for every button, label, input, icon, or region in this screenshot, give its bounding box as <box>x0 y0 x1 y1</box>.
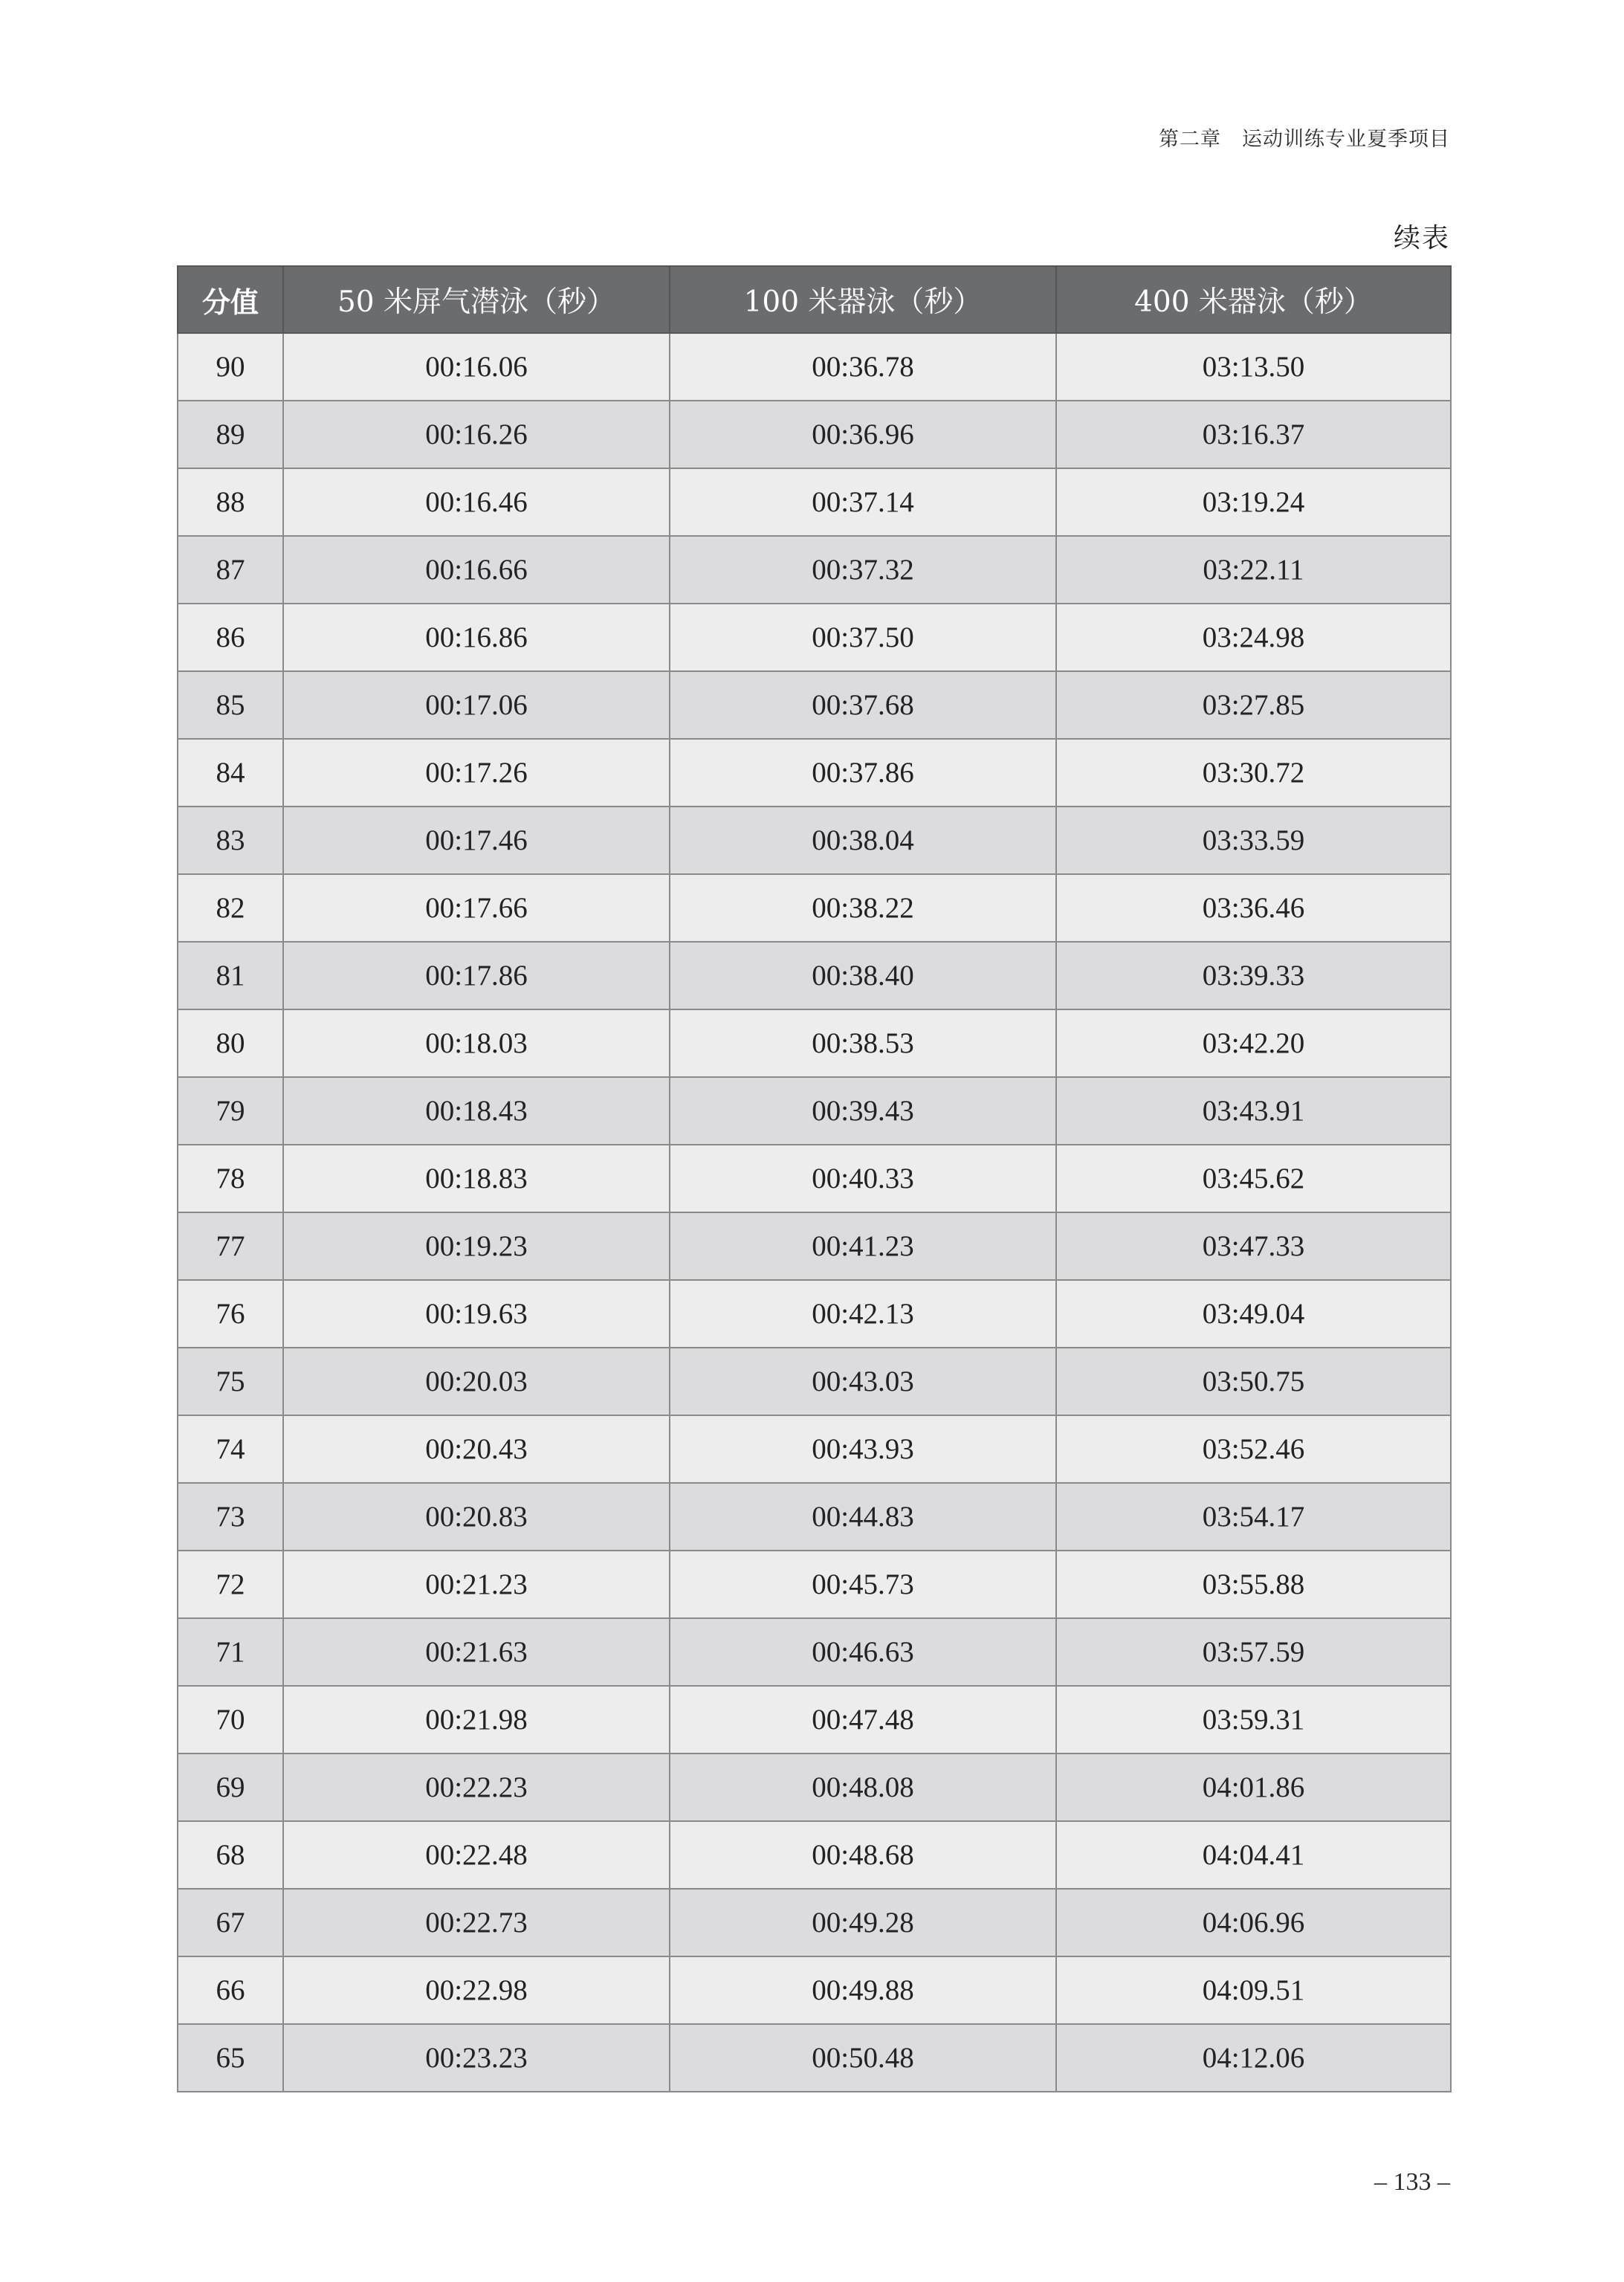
score-cell: 72 <box>178 1551 283 1618</box>
table-row <box>178 401 1451 468</box>
table-row <box>178 1077 1451 1145</box>
swim-400m-time-cell: 04:12.06 <box>1056 2024 1451 2092</box>
table-row <box>178 1686 1451 1753</box>
running-header: 第二章 运动训练专业夏季项目 <box>1159 128 1450 151</box>
table-row <box>178 1618 1451 1686</box>
swim-100m-time-cell: 00:38.04 <box>670 807 1056 874</box>
table-row <box>178 1145 1451 1212</box>
score-cell: 89 <box>178 401 283 468</box>
swim-100m-time-cell: 00:47.48 <box>670 1686 1056 1753</box>
score-cell: 68 <box>178 1821 283 1889</box>
swim-400m-time-cell: 03:36.46 <box>1056 874 1451 942</box>
dive-50m-time-cell: 00:21.23 <box>283 1551 670 1618</box>
table-row <box>178 468 1451 536</box>
continued-table-label: 续表 <box>1393 223 1450 253</box>
table-row <box>178 1348 1451 1415</box>
swim-400m-time-cell: 03:43.91 <box>1056 1077 1451 1145</box>
table-row <box>178 1280 1451 1348</box>
table-header <box>178 266 1451 333</box>
score-cell: 90 <box>178 333 283 401</box>
table-row <box>178 874 1451 942</box>
dive-50m-time-cell: 00:19.63 <box>283 1280 670 1348</box>
swim-400m-time-cell: 03:49.04 <box>1056 1280 1451 1348</box>
table-row <box>178 807 1451 874</box>
dive-50m-time-cell: 00:16.66 <box>283 536 670 604</box>
score-cell: 80 <box>178 1009 283 1077</box>
score-cell: 77 <box>178 1212 283 1280</box>
dive-50m-time-cell: 00:17.26 <box>283 739 670 807</box>
score-cell: 86 <box>178 604 283 671</box>
swim-400m-time-cell: 03:47.33 <box>1056 1212 1451 1280</box>
dive-50m-time-cell: 00:20.83 <box>283 1483 670 1551</box>
swim-100m-time-cell: 00:50.48 <box>670 2024 1056 2092</box>
dive-50m-time-cell: 00:20.03 <box>283 1348 670 1415</box>
swim-100m-time-cell: 00:45.73 <box>670 1551 1056 1618</box>
table-row <box>178 1821 1451 1889</box>
swim-100m-time-cell: 00:48.68 <box>670 1821 1056 1889</box>
swim-100m-time-cell: 00:37.86 <box>670 739 1056 807</box>
table-row <box>178 2024 1451 2092</box>
swim-400m-time-cell: 04:06.96 <box>1056 1889 1451 1956</box>
swim-100m-time-cell: 00:38.22 <box>670 874 1056 942</box>
swim-100m-time-cell: 00:36.96 <box>670 401 1056 468</box>
dive-50m-time-cell: 00:22.23 <box>283 1753 670 1821</box>
swim-100m-time-cell: 00:40.33 <box>670 1145 1056 1212</box>
dive-50m-time-cell: 00:22.98 <box>283 1956 670 2024</box>
table-row <box>178 1956 1451 2024</box>
score-cell: 65 <box>178 2024 283 2092</box>
swim-100m-time-cell: 00:37.50 <box>670 604 1056 671</box>
swim-400m-time-cell: 03:57.59 <box>1056 1618 1451 1686</box>
swim-100m-time-cell: 00:37.32 <box>670 536 1056 604</box>
score-cell: 79 <box>178 1077 283 1145</box>
score-cell: 88 <box>178 468 283 536</box>
score-cell: 74 <box>178 1415 283 1483</box>
score-cell: 81 <box>178 942 283 1009</box>
score-cell: 67 <box>178 1889 283 1956</box>
column-header-50m-breath-hold-dive: 50 米屏气潜泳（秒） <box>283 266 670 333</box>
dive-50m-time-cell: 00:16.46 <box>283 468 670 536</box>
swim-100m-time-cell: 00:41.23 <box>670 1212 1056 1280</box>
dive-50m-time-cell: 00:22.73 <box>283 1889 670 1956</box>
score-cell: 85 <box>178 671 283 739</box>
dive-50m-time-cell: 00:17.06 <box>283 671 670 739</box>
swim-100m-time-cell: 00:49.28 <box>670 1889 1056 1956</box>
dive-50m-time-cell: 00:17.46 <box>283 807 670 874</box>
score-cell: 70 <box>178 1686 283 1753</box>
score-cell: 66 <box>178 1956 283 2024</box>
dive-50m-time-cell: 00:23.23 <box>283 2024 670 2092</box>
swim-400m-time-cell: 03:19.24 <box>1056 468 1451 536</box>
swim-400m-time-cell: 04:01.86 <box>1056 1753 1451 1821</box>
table-row <box>178 1415 1451 1483</box>
column-header-100m-equipment-swim: 100 米器泳（秒） <box>670 266 1056 333</box>
dive-50m-time-cell: 00:22.48 <box>283 1821 670 1889</box>
table-row <box>178 333 1451 401</box>
table-row <box>178 604 1451 671</box>
dive-50m-time-cell: 00:17.86 <box>283 942 670 1009</box>
table-row <box>178 1889 1451 1956</box>
swim-400m-time-cell: 03:33.59 <box>1056 807 1451 874</box>
swim-400m-time-cell: 03:59.31 <box>1056 1686 1451 1753</box>
swim-100m-time-cell: 00:37.14 <box>670 468 1056 536</box>
swim-400m-time-cell: 03:39.33 <box>1056 942 1451 1009</box>
swim-400m-time-cell: 03:55.88 <box>1056 1551 1451 1618</box>
swim-400m-time-cell: 03:45.62 <box>1056 1145 1451 1212</box>
dive-50m-time-cell: 00:21.98 <box>283 1686 670 1753</box>
dive-50m-time-cell: 00:17.66 <box>283 874 670 942</box>
swim-100m-time-cell: 00:37.68 <box>670 671 1056 739</box>
swim-100m-time-cell: 00:49.88 <box>670 1956 1056 2024</box>
score-cell: 75 <box>178 1348 283 1415</box>
score-cell: 76 <box>178 1280 283 1348</box>
swim-400m-time-cell: 03:50.75 <box>1056 1348 1451 1415</box>
score-cell: 69 <box>178 1753 283 1821</box>
swim-100m-time-cell: 00:36.78 <box>670 333 1056 401</box>
dive-50m-time-cell: 00:18.83 <box>283 1145 670 1212</box>
dive-50m-time-cell: 00:19.23 <box>283 1212 670 1280</box>
dive-50m-time-cell: 00:20.43 <box>283 1415 670 1483</box>
swim-400m-time-cell: 03:13.50 <box>1056 333 1451 401</box>
swim-100m-time-cell: 00:38.53 <box>670 1009 1056 1077</box>
swim-400m-time-cell: 03:22.11 <box>1056 536 1451 604</box>
swim-100m-time-cell: 00:42.13 <box>670 1280 1056 1348</box>
score-cell: 82 <box>178 874 283 942</box>
swim-400m-time-cell: 04:09.51 <box>1056 1956 1451 2024</box>
swim-100m-time-cell: 00:44.83 <box>670 1483 1056 1551</box>
swim-100m-time-cell: 00:43.93 <box>670 1415 1056 1483</box>
swim-400m-time-cell: 03:24.98 <box>1056 604 1451 671</box>
score-cell: 71 <box>178 1618 283 1686</box>
swim-400m-time-cell: 03:16.37 <box>1056 401 1451 468</box>
table-header-row <box>178 266 1451 333</box>
table-body <box>178 333 1451 2092</box>
table-row <box>178 1753 1451 1821</box>
table-row <box>178 671 1451 739</box>
swim-100m-time-cell: 00:38.40 <box>670 942 1056 1009</box>
score-table <box>177 265 1452 2092</box>
score-cell: 87 <box>178 536 283 604</box>
swim-100m-time-cell: 00:43.03 <box>670 1348 1056 1415</box>
score-cell: 84 <box>178 739 283 807</box>
table-row <box>178 739 1451 807</box>
score-cell: 78 <box>178 1145 283 1212</box>
swim-100m-time-cell: 00:46.63 <box>670 1618 1056 1686</box>
table-row <box>178 1212 1451 1280</box>
swim-100m-time-cell: 00:39.43 <box>670 1077 1056 1145</box>
column-header-400m-equipment-swim: 400 米器泳（秒） <box>1056 266 1451 333</box>
column-header-score: 分值 <box>178 266 283 333</box>
table-row <box>178 536 1451 604</box>
page-number: – 133 – <box>1374 2168 1450 2196</box>
dive-50m-time-cell: 00:18.03 <box>283 1009 670 1077</box>
swim-400m-time-cell: 03:42.20 <box>1056 1009 1451 1077</box>
score-cell: 73 <box>178 1483 283 1551</box>
table-row <box>178 942 1451 1009</box>
dive-50m-time-cell: 00:16.26 <box>283 401 670 468</box>
score-cell: 83 <box>178 807 283 874</box>
swim-400m-time-cell: 03:27.85 <box>1056 671 1451 739</box>
table-row <box>178 1551 1451 1618</box>
dive-50m-time-cell: 00:21.63 <box>283 1618 670 1686</box>
table-row <box>178 1009 1451 1077</box>
dive-50m-time-cell: 00:16.86 <box>283 604 670 671</box>
swim-100m-time-cell: 00:48.08 <box>670 1753 1056 1821</box>
table-row <box>178 1483 1451 1551</box>
dive-50m-time-cell: 00:18.43 <box>283 1077 670 1145</box>
swim-400m-time-cell: 03:52.46 <box>1056 1415 1451 1483</box>
swim-400m-time-cell: 03:30.72 <box>1056 739 1451 807</box>
dive-50m-time-cell: 00:16.06 <box>283 333 670 401</box>
swim-400m-time-cell: 04:04.41 <box>1056 1821 1451 1889</box>
swim-400m-time-cell: 03:54.17 <box>1056 1483 1451 1551</box>
